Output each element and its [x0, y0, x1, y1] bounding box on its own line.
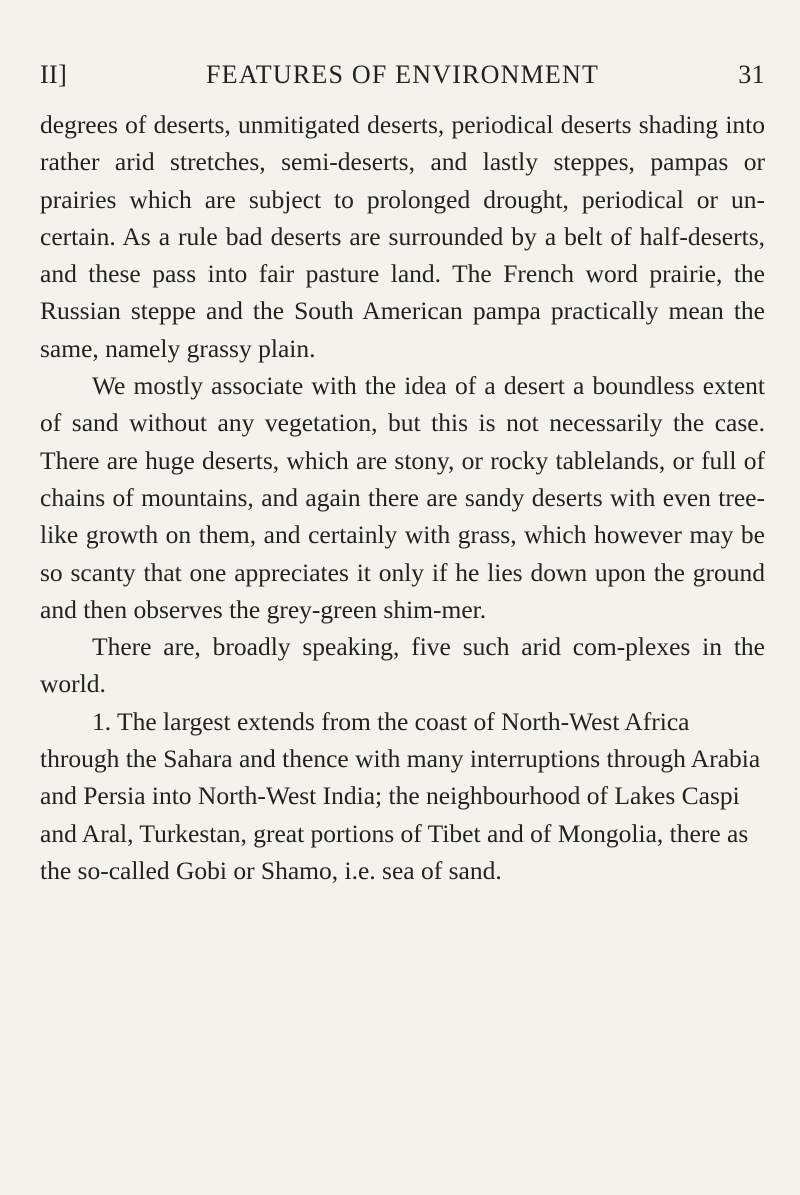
running-head: [40, 60, 765, 90]
paragraph-desert-idea: We mostly associate with the idea of a desert a boundless extent of sand without any vegetation, but this is not necessarily the case. There are huge deserts, which are stony, or rocky tablelands, or full of chains of mountains, and again there are sandy deserts with even tree-like growth on them, and certainly with grass, which however may be so scanty that one appreciates it only if he lies down upon the ground and then observes the grey-green shim-mer.: [40, 371, 765, 624]
running-title: FEATURES OF ENVIRONMENT: [205, 60, 600, 89]
paragraph-first-complex: 1. The largest extends from the coast of North-West Africa through the Sahara and thence with many interruptions through Arabia and Persia into North-West India; the neighbourhood of Lakes Caspi and Aral, Turkestan, great portions of Tibet and of Mongolia, there as the so-called Gobi or Shamo, i.e. sea of sand.: [40, 706, 761, 885]
page-number: 31: [738, 60, 765, 89]
body-text: [40, 106, 765, 889]
chapter-number: II]: [40, 60, 68, 89]
paragraph-arid-complexes: There are, broadly speaking, five such arid com-plexes in the world.: [40, 632, 765, 699]
book-page: [40, 60, 765, 889]
paragraph-continuation: degrees of deserts, unmitigated deserts, periodical deserts shading into rather arid stretches, semi-deserts, and lastly steppes, pampas or prairies which are subject to prolonged drought, periodical or un-certain. As a rule bad deserts are surrounded by a belt of half-deserts, and these pass into fair pasture land. The French word prairie, the Russian steppe and the South American pampa practically mean the same, namely grassy plain.: [40, 110, 765, 363]
